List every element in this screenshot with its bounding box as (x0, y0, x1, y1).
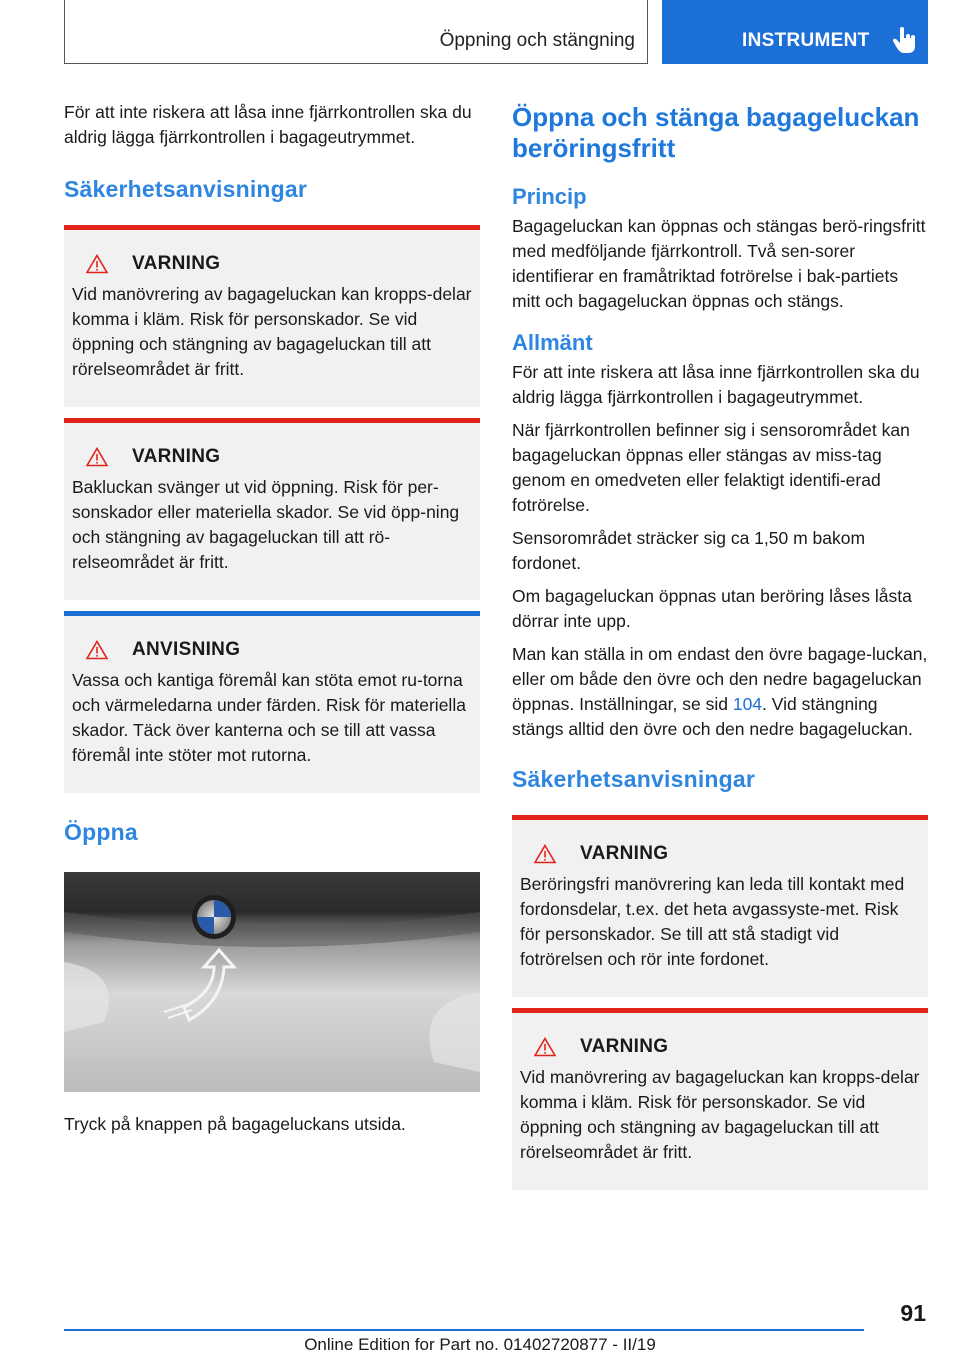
callout-title: VARNING (580, 843, 669, 864)
callout-title: VARNING (132, 446, 221, 467)
callout-text: Beröringsfri manövrering kan leda till kontakt med fordonsdelar, t.ex. det heta avgassyste-met. Risk för personskador. Se till att stå stadigt vid fotrörelsen och rör inte fordonet. (520, 874, 905, 969)
chapter-tab-label: INSTRUMENT (742, 30, 870, 51)
general-heading: Allmänt (512, 330, 593, 355)
warning-triangle-icon (86, 254, 108, 274)
page-number: 91 (900, 1300, 926, 1326)
open-heading: Öppna (64, 819, 138, 845)
photo-caption: Tryck på knappen på bagageluckans utsida. (64, 1114, 406, 1134)
safety-heading-left: Säkerhetsanvisningar (64, 176, 308, 202)
warning-callout (64, 418, 480, 600)
warning-triangle-icon (534, 1037, 556, 1057)
hand-pointer-icon (892, 26, 918, 54)
general-paragraph: För att inte riskera att låsa inne fjärrkontrollen ska du aldrig lägga fjärrkontrollen i bagageutrymmet. (512, 362, 920, 407)
header-section-box (64, 0, 648, 64)
settings-paragraph (512, 642, 928, 742)
closing-text: Vid stängning stängs alltid den övre och den nedre bagageluckan. (512, 694, 913, 739)
intro-text: För att inte riskera att låsa inne fjärrkontrollen ska du aldrig lägga fjärrkontrollen i bagageutrymmet. (64, 102, 472, 147)
settings-text: Man kan ställa in om endast den övre bagage-luckan, eller om både den övre och den nedre bagageluckan öppnas. Inställningar, se sid (512, 644, 928, 714)
warning-triangle-icon (534, 844, 556, 864)
general-paragraph: Sensorområdet sträcker sig ca 1,50 m bakom fordonet. (512, 528, 866, 573)
warning-callout (512, 1008, 928, 1190)
tailgate-button-photo (64, 872, 480, 1092)
general-paragraph: När fjärrkontrollen befinner sig i sensorområdet kan bagageluckan öppnas eller stängas av miss-tag genom en omedveten eller felaktigt identifi-erad fotrörelse. (512, 420, 910, 515)
right-column (512, 100, 928, 1190)
warning-triangle-icon (86, 640, 108, 660)
principle-heading: Princip (512, 184, 587, 209)
warning-callout (512, 815, 928, 997)
settings-text-end: . (762, 694, 767, 714)
section-title: Öppning och stängning (439, 30, 635, 51)
chapter-tab[interactable] (662, 0, 928, 64)
callout-title: ANVISNING (132, 639, 241, 660)
callout-text: Vid manövrering av bagageluckan kan kropps-delar komma i kläm. Risk för personskador. Se vid öppning och stängning av bagageluckan till att rörelseområdet är fritt. (520, 1067, 920, 1162)
page-link[interactable]: 104 (732, 694, 763, 714)
callout-text: Vid manövrering av bagageluckan kan kropps-delar komma i kläm. Risk för personskador. Se vid öppning och stängning av bagageluckan till att rörelseområdet är fritt. (72, 284, 472, 379)
warning-callout (64, 225, 480, 407)
callout-text: Vassa och kantiga föremål kan stöta emot ru-torna och värmeledarna under färden. Risk för materiella skador. Täck över kanterna och se till att vassa föremål inte stöter mot rutorna. (72, 670, 466, 765)
main-title: Öppna och stänga bagageluckan beröringsfritt (512, 102, 920, 163)
callout-title: VARNING (132, 253, 221, 274)
principle-text: Bagageluckan kan öppnas och stängas berö-ringsfritt med medföljande fjärrkontroll. Två sen-sorer identifierar en framåtriktad fotrörelse i bak-partiets mitt och bagageluckan öppnas och stängs. (512, 216, 926, 311)
left-column (64, 100, 480, 1145)
callout-title: VARNING (580, 1036, 669, 1057)
safety-heading-right: Säkerhetsanvisningar (512, 766, 756, 792)
footer-divider (64, 1329, 864, 1331)
notice-callout (64, 611, 480, 793)
callout-text: Bakluckan svänger ut vid öppning. Risk för per-sonskador eller materiella skador. Se vid öpp-ning och stängning av bagageluckan till att rö-relseområdet är fritt. (72, 477, 460, 572)
warning-triangle-icon (86, 447, 108, 467)
edition-text: Online Edition for Part no. 01402720877 - II/19 (304, 1335, 656, 1354)
general-paragraph: Om bagageluckan öppnas utan beröring låses låsta dörrar inte upp. (512, 586, 912, 631)
